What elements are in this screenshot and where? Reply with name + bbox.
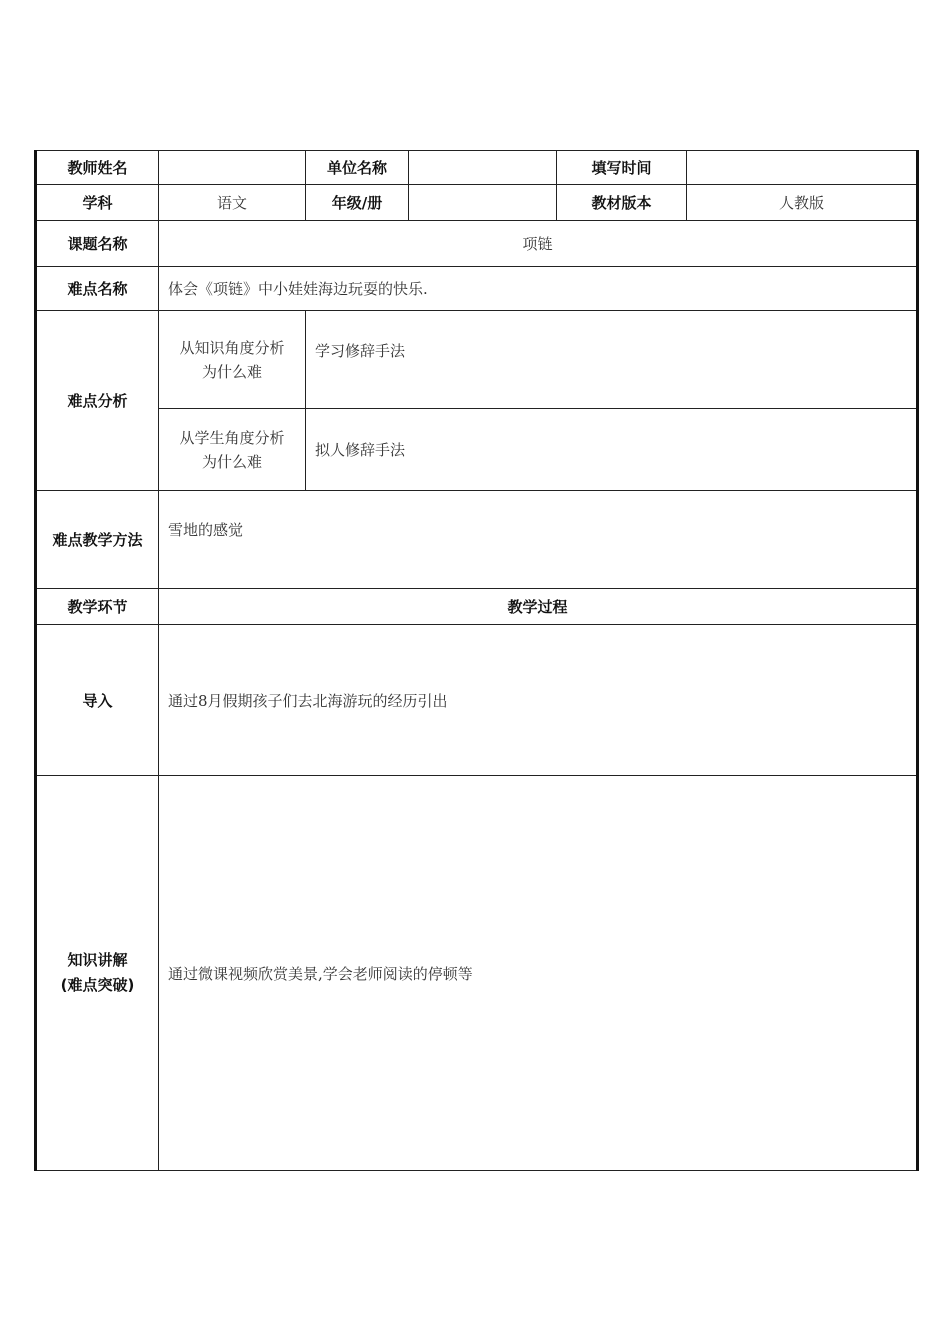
edition-field[interactable]: 人教版 (687, 185, 918, 221)
difficulty-row (36, 267, 918, 311)
knowledge-angle-label (159, 311, 306, 409)
unit-name-field[interactable] (409, 151, 557, 185)
difficulty-field[interactable]: 体会《项链》中小娃娃海边玩耍的快乐. (159, 267, 918, 311)
teaching-process-header: 教学过程 (159, 589, 918, 625)
knowledge-label (36, 776, 159, 1171)
grade-label: 年级/册 (306, 185, 409, 221)
header-row-1 (36, 151, 918, 185)
unit-name-label: 单位名称 (306, 151, 409, 185)
topic-row (36, 221, 918, 267)
fill-date-field[interactable] (687, 151, 918, 185)
student-angle-field[interactable] (306, 409, 918, 491)
lesson-plan-table (34, 150, 919, 1171)
teacher-name-field[interactable] (159, 151, 306, 185)
student-angle-value: 拟人修辞手法 (315, 441, 406, 459)
grade-field[interactable] (409, 185, 557, 221)
edition-label: 教材版本 (557, 185, 687, 221)
fill-date-label: 填写时间 (557, 151, 687, 185)
intro-field[interactable]: 通过8月假期孩子们去北海游玩的经历引出 (159, 625, 918, 776)
analysis-label: 难点分析 (36, 311, 159, 491)
intro-row (36, 625, 918, 776)
analysis-row-knowledge (36, 311, 918, 409)
knowledge-angle-line1: 从知识角度分析 (179, 339, 285, 357)
intro-label: 导入 (36, 625, 159, 776)
method-label: 难点教学方法 (36, 491, 159, 589)
difficulty-label: 难点名称 (36, 267, 159, 311)
teacher-name-label: 教师姓名 (36, 151, 159, 185)
subject-field[interactable]: 语文 (159, 185, 306, 221)
knowledge-label-line2: (难点突破) (60, 976, 135, 994)
topic-field[interactable]: 项链 (159, 221, 918, 267)
method-row (36, 491, 918, 589)
lesson-plan-sheet (34, 150, 916, 1171)
student-angle-line2: 为什么难 (201, 452, 262, 471)
student-angle-label (159, 409, 306, 491)
teaching-stage-header: 教学环节 (36, 589, 159, 625)
knowledge-label-line1: 知识讲解 (67, 951, 128, 969)
method-field[interactable]: 雪地的感觉 (159, 491, 918, 589)
student-angle-line1: 从学生角度分析 (179, 428, 285, 447)
knowledge-angle-value: 学习修辞手法 (315, 342, 406, 360)
subject-label: 学科 (36, 185, 159, 221)
process-header-row (36, 589, 918, 625)
knowledge-field[interactable]: 通过微课视频欣赏美景,学会老师阅读的停顿等 (159, 776, 918, 1171)
knowledge-angle-field[interactable] (306, 311, 918, 409)
header-row-2 (36, 185, 918, 221)
topic-label: 课题名称 (36, 221, 159, 267)
knowledge-row (36, 776, 918, 1171)
analysis-row-student (36, 409, 918, 491)
knowledge-angle-line2: 为什么难 (201, 363, 262, 381)
